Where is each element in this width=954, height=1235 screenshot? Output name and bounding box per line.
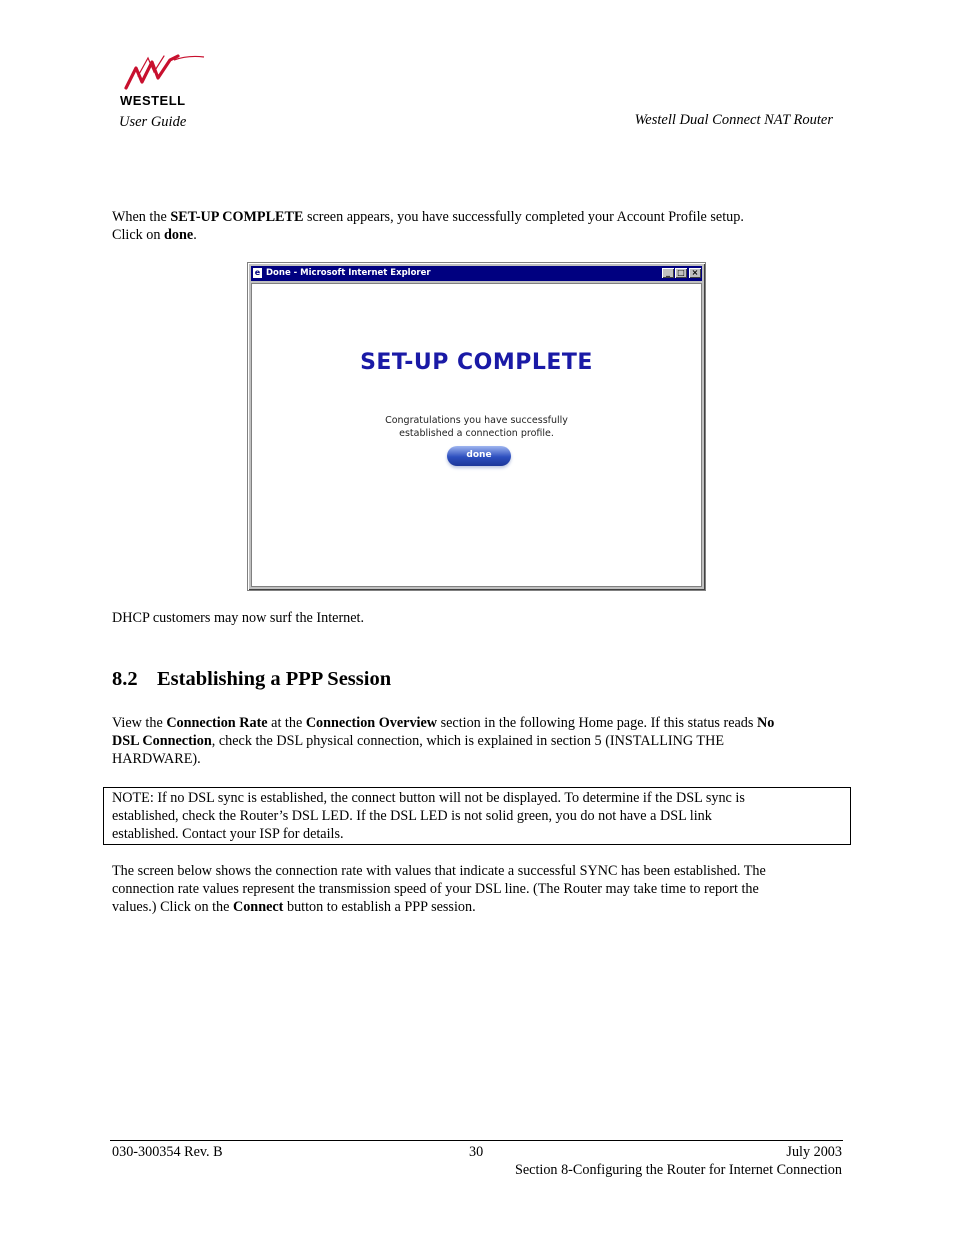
intro-text-1: When the [112,209,171,225]
setup-complete-heading: SET-UP COMPLETE [360,350,593,375]
section-number: 8.2 [112,668,138,690]
footer-page-number: 30 [469,1144,484,1160]
done-button[interactable]: done [447,446,511,466]
note-line-2: established, check the Router’s DSL LED. If the DSL LED is not solid green, you do not have a DSL link [112,808,712,824]
footer-divider [110,1140,843,1141]
intro-text-3: Click on [112,227,165,243]
note-line-1: NOTE: If no DSL sync is established, the connect button will not be displayed. To determine if the DSL sync is [112,790,745,806]
message-line-1: Congratulations you have successfully [385,415,568,426]
ie-window-screenshot [247,262,706,591]
section-title: Establishing a PPP Session [157,668,392,690]
congratulations-message [252,414,701,440]
para3-bold-connect: Connect [232,899,284,915]
intro-text-4: . [193,227,197,243]
intro-text-2: screen appears, you have successfully completed your Account Profile setup. [303,209,744,225]
para2-text-1: View the [112,715,167,731]
footer-section-title: Section 8-Configuring the Router for Internet Connection [514,1162,842,1178]
westell-logo [118,54,208,110]
window-titlebar [251,266,702,281]
para2-bold-connection-overview: Connection Overview [305,715,438,731]
dhcp-note: DHCP customers may now surf the Internet. [112,610,365,626]
intro-paragraph [112,208,842,244]
window-title: Done - Microsoft Internet Explorer [266,268,431,278]
para2-text-5: HARDWARE). [112,751,201,767]
close-icon[interactable]: × [689,268,701,278]
para2-text-2: at the [267,715,306,731]
para2-text-3: section in the following Home page. If this status reads [437,715,757,731]
connect-instructions-paragraph [112,862,850,916]
header-user-guide: User Guide [119,114,187,130]
para2-bold-dsl-connection: DSL Connection [112,733,212,749]
connection-rate-paragraph [112,714,850,768]
para3-line-1: The screen below shows the connection rate with values that indicate a successful SYNC has been established. The [112,863,766,879]
para2-bold-connection-rate: Connection Rate [166,715,268,731]
window-content [251,283,702,587]
note-box [103,787,851,845]
maximize-icon[interactable]: □ [675,268,687,278]
footer-date: July 2003 [786,1144,842,1160]
section-heading [112,668,391,691]
para3-line-2: connection rate values represent the transmission speed of your DSL line. (The Router may take time to report the [112,881,759,897]
intro-bold-done: done [164,227,194,243]
para2-bold-no: No [756,715,775,731]
ie-icon: e [254,268,261,277]
para3-text-4: button to establish a PPP session. [283,899,476,915]
para3-text-3: values.) Click on the [112,899,233,915]
minimize-icon[interactable]: _ [662,268,674,278]
footer-doc-number: 030-300354 Rev. B [112,1144,223,1160]
para2-text-4: , check the DSL physical connection, which is explained in section 5 (INSTALLING THE [211,733,724,749]
message-line-2: established a connection profile. [399,428,554,439]
intro-bold-setup-complete: SET-UP COMPLETE [170,209,304,225]
note-line-3: established. Contact your ISP for details. [112,826,344,842]
logo-text: WESTELL [120,93,186,108]
header-product-name: Westell Dual Connect NAT Router [634,112,833,128]
westell-logo-icon [118,54,208,94]
